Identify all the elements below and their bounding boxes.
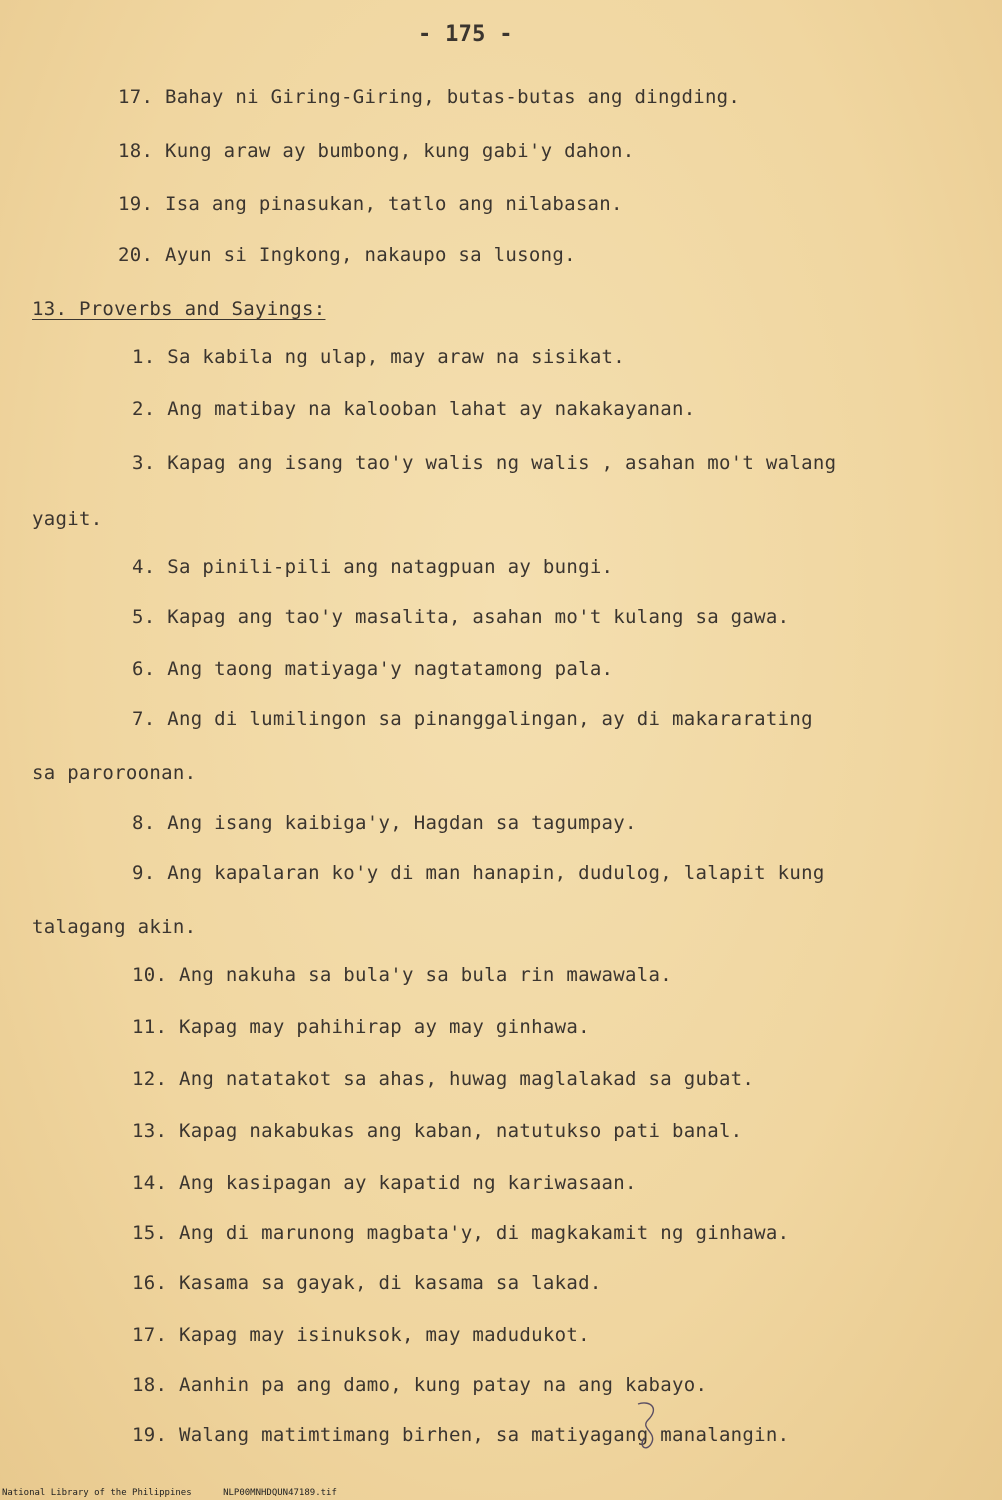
proverb-line: 5. Kapag ang tao'y masalita, asahan mo't kulang sa gawa. <box>132 606 790 628</box>
proverb-line: 13. Kapag nakabukas ang kaban, natutukso pati banal. <box>132 1120 743 1142</box>
section-heading: 13. Proverbs and Sayings: <box>32 298 326 320</box>
proverb-line: 17. Kapag may isinuksok, may madudukot. <box>132 1324 590 1346</box>
footer-library: National Library of the Philippines <box>2 1488 192 1498</box>
proverb-line: 14. Ang kasipagan ay kapatid ng kariwasaan. <box>132 1172 637 1194</box>
handwritten-mark-icon <box>630 1398 670 1458</box>
proverb-line: 1. Sa kabila ng ulap, may araw na sisikat. <box>132 346 626 368</box>
proverb-line: 15. Ang di marunong magbata'y, di magkakamit ng ginhawa. <box>132 1222 790 1244</box>
proverb-continuation: talagang akin. <box>32 916 197 938</box>
proverb-continuation: sa paroroonan. <box>32 762 197 784</box>
riddle-line: 20. Ayun si Ingkong, nakaupo sa lusong. <box>118 244 576 266</box>
riddle-line: 17. Bahay ni Giring-Giring, butas-butas ang dingding. <box>118 86 741 108</box>
proverb-line: 2. Ang matibay na kalooban lahat ay nakakayanan. <box>132 398 696 420</box>
proverb-line: 8. Ang isang kaibiga'y, Hagdan sa tagumpay. <box>132 812 637 834</box>
proverb-line: 4. Sa pinili-pili ang natagpuan ay bungi. <box>132 556 614 578</box>
footer <box>2 1488 363 1498</box>
proverb-line: 3. Kapag ang isang tao'y walis ng walis , asahan mo't walang <box>132 452 837 474</box>
proverb-line: 12. Ang natatakot sa ahas, huwag maglalakad sa gubat. <box>132 1068 755 1090</box>
proverb-line: 19. Walang matimtimang birhen, sa matiyagang manalangin. <box>132 1424 790 1446</box>
proverb-line: 7. Ang di lumilingon sa pinanggalingan, ay di makararating <box>132 708 813 730</box>
proverb-continuation: yagit. <box>32 508 103 530</box>
proverb-line: 18. Aanhin pa ang damo, kung patay na ang kabayo. <box>132 1374 708 1396</box>
page-number: - 175 - <box>418 22 513 47</box>
proverb-line: 11. Kapag may pahihirap ay may ginhawa. <box>132 1016 590 1038</box>
riddle-line: 18. Kung araw ay bumbong, kung gabi'y dahon. <box>118 140 635 162</box>
proverb-line: 6. Ang taong matiyaga'y nagtatamong pala. <box>132 658 614 680</box>
proverb-line: 10. Ang nakuha sa bula'y sa bula rin mawawala. <box>132 964 672 986</box>
proverb-line: 16. Kasama sa gayak, di kasama sa lakad. <box>132 1272 602 1294</box>
riddle-line: 19. Isa ang pinasukan, tatlo ang nilabasan. <box>118 193 623 215</box>
footer-file-id: NLP00MNHDQUN47189.tif <box>223 1488 337 1498</box>
proverb-line: 9. Ang kapalaran ko'y di man hanapin, dudulog, lalapit kung <box>132 862 825 884</box>
